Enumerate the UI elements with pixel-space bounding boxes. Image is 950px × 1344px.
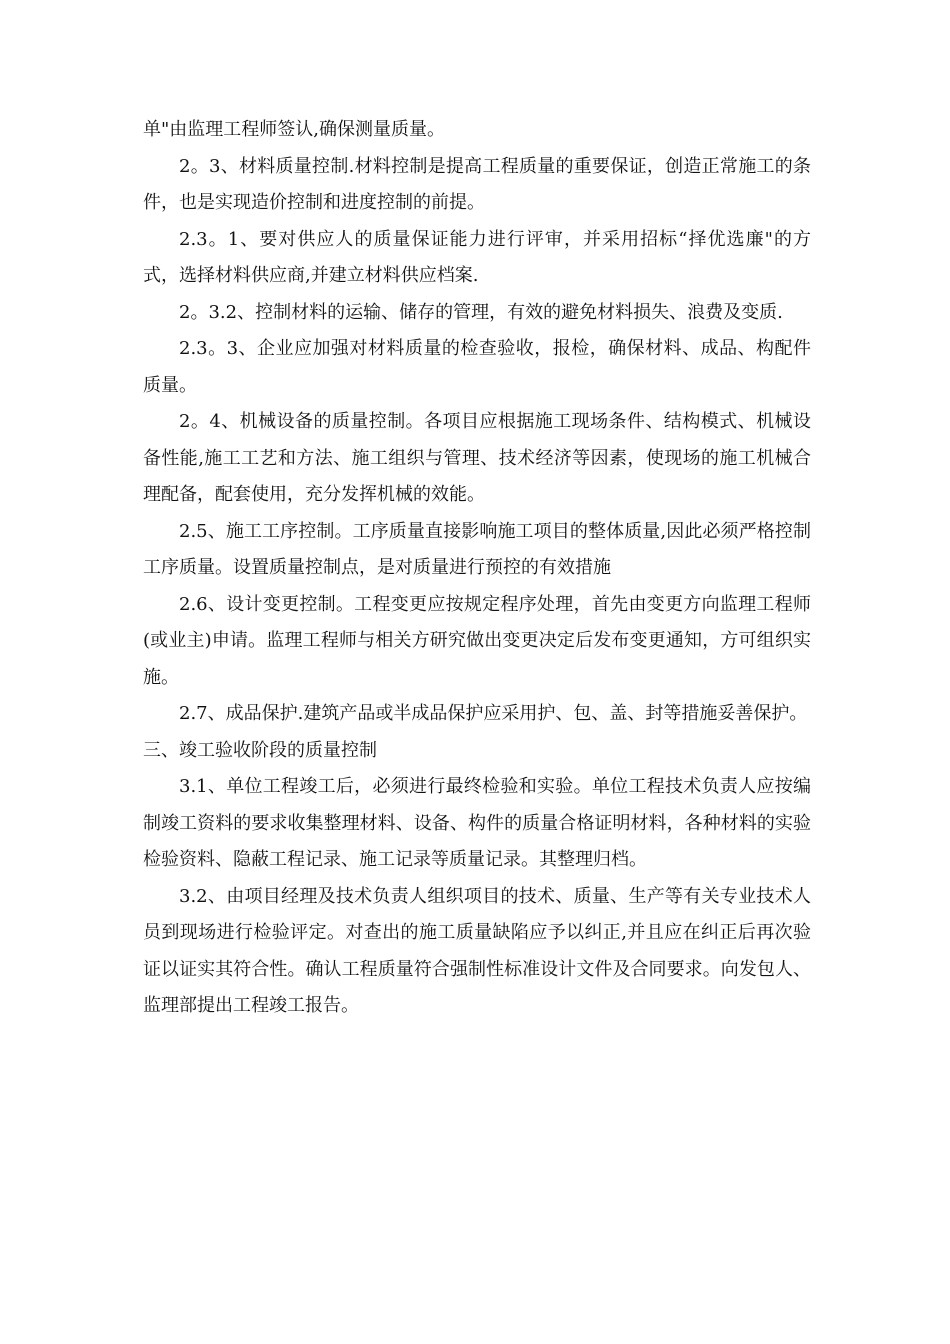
paragraph-2-6-design-change: 2.6、设计变更控制。工程变更应按规定程序处理，首先由变更方向监理工程师(或业主)申请。监理工程师与相关方研究做出变更决定后发布变更通知，方可组织实施。 bbox=[143, 593, 811, 688]
paragraph-2-5-process-control: 2.5、施工工序控制。工序质量直接影响施工项目的整体质量,因此必须严格控制工序质量。设置质量控制点，是对质量进行预控的有效措施 bbox=[143, 520, 811, 578]
paragraph-3-1-final-inspection: 3.1、单位工程竣工后，必须进行最终检验和实验。单位工程技术负责人应按编制竣工资料的要求收集整理材料、设备、构件的质量合格证明材料，各种材料的实验检验资料、隐蔽工程记录、施工记录等质量记录。其整理归档。 bbox=[143, 776, 811, 870]
section-heading-3-acceptance: 三、竣工验收阶段的质量控制 bbox=[143, 739, 377, 761]
paragraph-2-4-machinery: 2。4、机械设备的质量控制。各项目应根据施工现场条件、结构模式、机械设备性能,施工工艺和方法、施工组织与管理、技术经济等因素，使现场的施工机械合理配备，配套使用，充分发挥机械的效能。 bbox=[143, 411, 811, 505]
paragraph-2-3-3-inspection: 2.3。3、企业应加强对材料质量的检查验收，报检，确保材料、成品、构配件质量。 bbox=[143, 338, 811, 396]
paragraph-2-3-material-quality: 2。3、材料质量控制.材料控制是提高工程质量的重要保证，创造正常施工的条件，也是实现造价控制和进度控制的前提。 bbox=[143, 155, 811, 213]
document-body bbox=[143, 112, 811, 1025]
paragraph-2-7-product-protection: 2.7、成品保护.建筑产品或半成品保护应采用护、包、盖、封等措施妥善保护。 bbox=[179, 703, 808, 724]
paragraph-2-3-1-supplier-review: 2.3。1、要对供应人的质量保证能力进行评审，并采用招标“择优选廉"的方式，选择材料供应商,并建立材料供应档案. bbox=[143, 228, 811, 286]
paragraph-2-3-2-transport-storage: 2。3.2、控制材料的运输、储存的管理，有效的避免材料损失、浪费及变质. bbox=[179, 301, 783, 323]
paragraph-measurement-signoff: 单"由监理工程师签认,确保测量质量。 bbox=[143, 119, 445, 140]
paragraph-3-2-evaluation: 3.2、由项目经理及技术负责人组织项目的技术、质量、生产等有关专业技术人员到现场进行检验评定。对查出的施工质量缺陷应予以纠正,并且应在纠正后再次验证以证实其符合性。确认工程质量符合强制性标准设计文件及合同要求。向发包人、监理部提出工程竣工报告。 bbox=[143, 885, 811, 1016]
